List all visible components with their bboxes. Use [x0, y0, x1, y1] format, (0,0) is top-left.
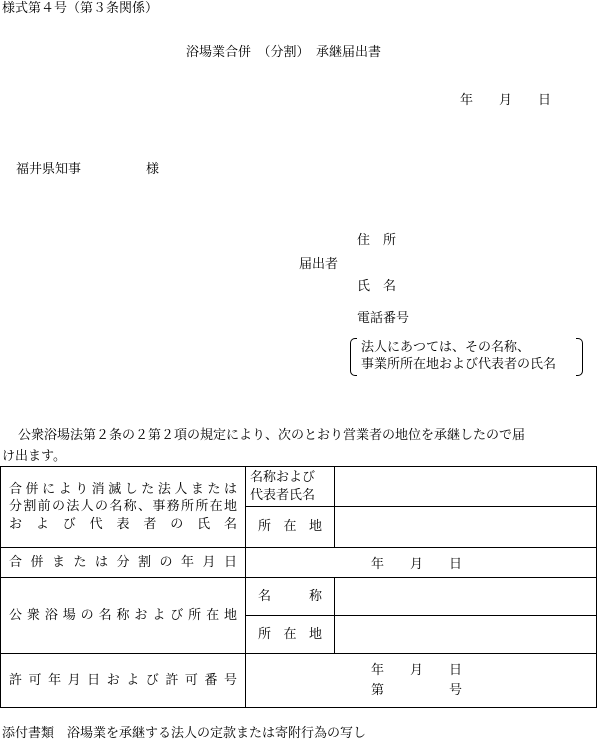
bathhouse-label: 公衆浴場の名称および所在地	[1, 578, 246, 654]
phone-label: 電話番号	[357, 311, 410, 326]
addressee: 福井県知事 様	[16, 162, 160, 177]
permit-field[interactable]: 年 月 日 第 号	[246, 654, 597, 708]
table-row	[1, 467, 597, 507]
body-text-line2: け出ます。	[2, 449, 66, 464]
merger-date-label: 合併または分割の年月日	[1, 548, 246, 578]
bathhouse-name-sublabel: 名称	[246, 578, 335, 616]
corporate-note-line2: 事業所所在地および代表者の氏名	[361, 357, 557, 372]
permit-label: 許可年月日および許可番号	[1, 654, 246, 708]
name-rep-sublabel: 名称および 代表者氏名	[246, 467, 335, 507]
left-bracket	[350, 338, 357, 376]
address-label: 住 所	[357, 233, 397, 248]
form-table	[0, 466, 597, 708]
right-bracket	[576, 338, 583, 376]
body-text-line1: 公衆浴場法第２条の２第２項の規定により、次のとおり営業者の地位を承継したので届	[18, 428, 526, 443]
dissolved-corp-label: 合併により消滅した法人または 分割前の法人の名称、事務所所在地 および代表者の氏名	[1, 467, 246, 548]
table-row	[1, 548, 597, 578]
bathhouse-name-field[interactable]	[335, 578, 597, 616]
merger-date-field[interactable]: 年 月 日	[246, 548, 597, 578]
table-row	[1, 654, 597, 708]
date-line: 年 月 日	[460, 93, 552, 108]
location-sublabel: 所在地	[246, 507, 335, 548]
table-row	[1, 578, 597, 616]
bathhouse-location-sublabel: 所在地	[246, 616, 335, 654]
page-title: 浴場業合併 （分割） 承継届出書	[186, 45, 382, 60]
submitter-label: 届出者	[299, 257, 339, 272]
name-label: 氏 名	[357, 279, 397, 294]
form-number: 様式第４号（第３条関係）	[2, 1, 159, 16]
name-rep-field[interactable]	[335, 467, 597, 507]
bathhouse-location-field[interactable]	[335, 616, 597, 654]
corporate-note-line1: 法人にあつては、その名称、	[361, 340, 531, 355]
attachments-note: 添付書類 浴場業を承継する法人の定款または寄附行為の写し	[2, 726, 367, 741]
location-field[interactable]	[335, 507, 597, 548]
